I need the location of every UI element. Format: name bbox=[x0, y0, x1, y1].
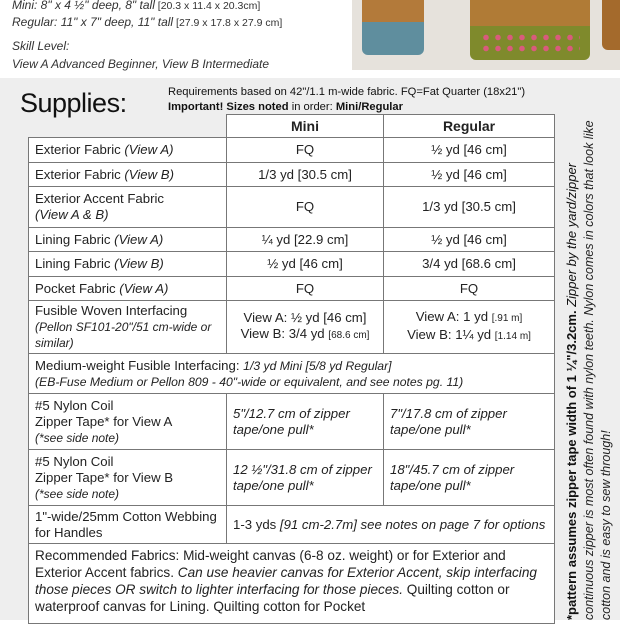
mini-cell: ½ yd [46 cm] bbox=[227, 252, 384, 277]
sizes-order-end: Mini/Regular bbox=[335, 101, 403, 113]
zipper-b-label-cell bbox=[29, 450, 227, 506]
medium-note: (EB-Fuse Medium or Pellon 809 - 40"-wide or equivalent, and see notes pg. 11) bbox=[35, 374, 464, 389]
row-label bbox=[29, 277, 227, 301]
fusible-mini-b-cm: [68.6 cm] bbox=[328, 330, 370, 341]
fusible-label: Fusible Woven Interfacing bbox=[35, 303, 188, 318]
supplies-table bbox=[28, 114, 555, 624]
sizes-order-note bbox=[168, 101, 403, 113]
medium-interfacing-cell bbox=[29, 354, 555, 394]
medium-amount: 1/3 yd Mini [5/8 yd Regular] bbox=[243, 358, 392, 373]
zipper-a-label1: #5 Nylon Coil bbox=[35, 397, 114, 413]
table-row bbox=[29, 163, 555, 187]
webbing-note: [91 cm-2.7m] see notes on page 7 for options bbox=[279, 516, 546, 532]
supplies-title: Supplies: bbox=[20, 88, 127, 118]
column-header-mini: Mini bbox=[227, 115, 384, 138]
row-label bbox=[29, 138, 227, 163]
regular-cell: ½ yd [46 cm] bbox=[384, 228, 555, 252]
row-label-view: (View B) bbox=[124, 166, 174, 182]
regular-cell: 3/4 yd [68.6 cm] bbox=[384, 252, 555, 277]
zipper-a-label2: Zipper Tape* for View A bbox=[35, 413, 173, 429]
bag-image-3 bbox=[602, 0, 620, 50]
zipper-a-mini-cell: 5"/12.7 cm of zipper tape/one pull* bbox=[227, 394, 384, 450]
fusible-reg-a-cm: [.91 m] bbox=[491, 313, 523, 324]
medium-interfacing-row bbox=[29, 354, 555, 394]
zipper-side-note bbox=[564, 120, 620, 620]
skill-level-label: Skill Level: bbox=[12, 39, 70, 53]
bags-photo bbox=[352, 0, 620, 70]
mini-size-line bbox=[12, 0, 260, 12]
recommended-text-italic: Can use heavier canvas for Exterior Accent, skip interfacing those pieces OR switch to lighter interfacing for those pieces. bbox=[35, 565, 537, 597]
fusible-reg-b-cm: [1.14 m] bbox=[494, 331, 531, 342]
mini-cell: FQ bbox=[227, 138, 384, 163]
fusible-mini-a: View A: ½ yd [46 cm] bbox=[243, 310, 367, 325]
requirements-note: Requirements based on 42"/1.1 m-wide fabric. FQ=Fat Quarter (18x21") bbox=[168, 86, 526, 98]
recommended-fabrics-cell bbox=[29, 544, 555, 624]
row-label-text: Lining Fabric bbox=[35, 231, 115, 247]
fusible-interfacing-row bbox=[29, 301, 555, 354]
webbing-amount-cell bbox=[227, 506, 555, 544]
regular-size-label: Regular: bbox=[12, 15, 58, 29]
fusible-reg-b: View B: 1¼ yd bbox=[407, 327, 495, 342]
side-note-line-1 bbox=[564, 163, 579, 620]
mini-size-metric: [20.3 x 11.4 x 20.3cm] bbox=[154, 0, 261, 12]
row-label bbox=[29, 252, 227, 277]
table-row bbox=[29, 187, 555, 228]
row-label-view: (View B) bbox=[114, 256, 164, 271]
mini-cell: FQ bbox=[227, 277, 384, 301]
mini-cell: FQ bbox=[227, 187, 384, 228]
row-label-text: Exterior Fabric bbox=[35, 166, 125, 182]
row-label-text: Lining Fabric bbox=[35, 256, 115, 271]
mini-size-value: 8" x 4 ½" deep, 8" tall bbox=[37, 0, 155, 12]
table-header-row bbox=[29, 115, 555, 138]
side-note-italic: Zipper by the yard/zipper bbox=[564, 163, 579, 311]
row-label-text: Exterior Accent Fabric bbox=[35, 191, 164, 206]
side-note-line-2: continuous zipper is most often found with nylon teeth. Nylon comes in colors that look like bbox=[582, 120, 596, 620]
zipper-view-b-row bbox=[29, 450, 555, 506]
fusible-mini-b: View B: 3/4 yd bbox=[240, 326, 329, 341]
regular-size-value: 11" x 7" deep, 11" tall bbox=[57, 15, 174, 29]
fusible-label-cell bbox=[29, 301, 227, 354]
fusible-regular-cell bbox=[384, 301, 555, 354]
bag-image-2 bbox=[470, 0, 590, 60]
zipper-a-label-cell bbox=[29, 394, 227, 450]
webbing-amount: 1-3 yds bbox=[233, 516, 280, 532]
row-label-text: Pocket Fabric bbox=[35, 280, 120, 296]
recommended-text-1: Recommended Fabrics: Mid-weight canvas (6-8 oz. weight) or for Exterior and Exterior Accent fabrics. bbox=[35, 548, 506, 580]
webbing-label: 1"-wide/25mm Cotton Webbing for Handles bbox=[29, 506, 227, 544]
zipper-b-label2: Zipper Tape* for View B bbox=[35, 469, 174, 485]
sizes-order-mid: in order: bbox=[288, 101, 336, 113]
zipper-b-regular-cell: 18"/45.7 cm of zipper tape/one pull* bbox=[384, 450, 555, 506]
regular-size-metric: [27.9 x 17.8 x 27.9 cm] bbox=[173, 17, 283, 29]
table-row bbox=[29, 252, 555, 277]
row-label bbox=[29, 187, 227, 228]
mini-size-label: Mini: bbox=[12, 0, 38, 12]
header-blank-cell bbox=[29, 115, 227, 138]
recommended-fabrics-row bbox=[29, 544, 555, 624]
mini-cell: 1/3 yd [30.5 cm] bbox=[227, 163, 384, 187]
header-section bbox=[0, 0, 620, 78]
zipper-a-note: (*see side note) bbox=[35, 430, 120, 445]
mini-cell: ¼ yd [22.9 cm] bbox=[227, 228, 384, 252]
regular-size-line bbox=[12, 15, 282, 29]
row-label bbox=[29, 163, 227, 187]
skill-level-value: View A Advanced Beginner, View B Intermediate bbox=[12, 57, 270, 71]
zipper-b-label1: #5 Nylon Coil bbox=[35, 453, 114, 469]
medium-label: Medium-weight Fusible Interfacing: bbox=[35, 357, 244, 373]
sizes-order-bold: Important! Sizes noted bbox=[168, 101, 289, 113]
regular-cell: ½ yd [46 cm] bbox=[384, 138, 555, 163]
zipper-view-a-row bbox=[29, 394, 555, 450]
row-label-view: (View A) bbox=[124, 142, 174, 157]
regular-cell: 1/3 yd [30.5 cm] bbox=[384, 187, 555, 228]
row-label-view: (View A & B) bbox=[35, 207, 109, 222]
zipper-b-note: (*see side note) bbox=[35, 486, 120, 501]
side-note-bold: *pattern assumes zipper tape width of 1 ¼"/3.2cm. bbox=[564, 310, 579, 620]
bag-image-1 bbox=[362, 0, 424, 55]
side-note-line-3: cotton and is easy to sew through! bbox=[599, 430, 613, 620]
regular-cell: FQ bbox=[384, 277, 555, 301]
table-row bbox=[29, 277, 555, 301]
fusible-note: (Pellon SF101-20"/51 cm-wide or similar) bbox=[35, 320, 212, 350]
row-label-text: Exterior Fabric bbox=[35, 142, 125, 157]
table-row bbox=[29, 228, 555, 252]
row-label-view: (View A) bbox=[114, 231, 164, 247]
webbing-row bbox=[29, 506, 555, 544]
row-label-view: (View A) bbox=[119, 280, 169, 296]
zipper-b-mini-cell: 12 ½"/31.8 cm of zipper tape/one pull* bbox=[227, 450, 384, 506]
regular-cell: ½ yd [46 cm] bbox=[384, 163, 555, 187]
fusible-mini-cell bbox=[227, 301, 384, 354]
column-header-regular: Regular bbox=[384, 115, 555, 138]
fusible-reg-a: View A: 1 yd bbox=[415, 309, 492, 324]
recommended-text-2: Quilting cotton or waterproof canvas for Lining. Quilting cotton for Pocket bbox=[35, 582, 510, 614]
zipper-a-regular-cell: 7"/17.8 cm of zipper tape/one pull* bbox=[384, 394, 555, 450]
row-label bbox=[29, 228, 227, 252]
table-row bbox=[29, 138, 555, 163]
